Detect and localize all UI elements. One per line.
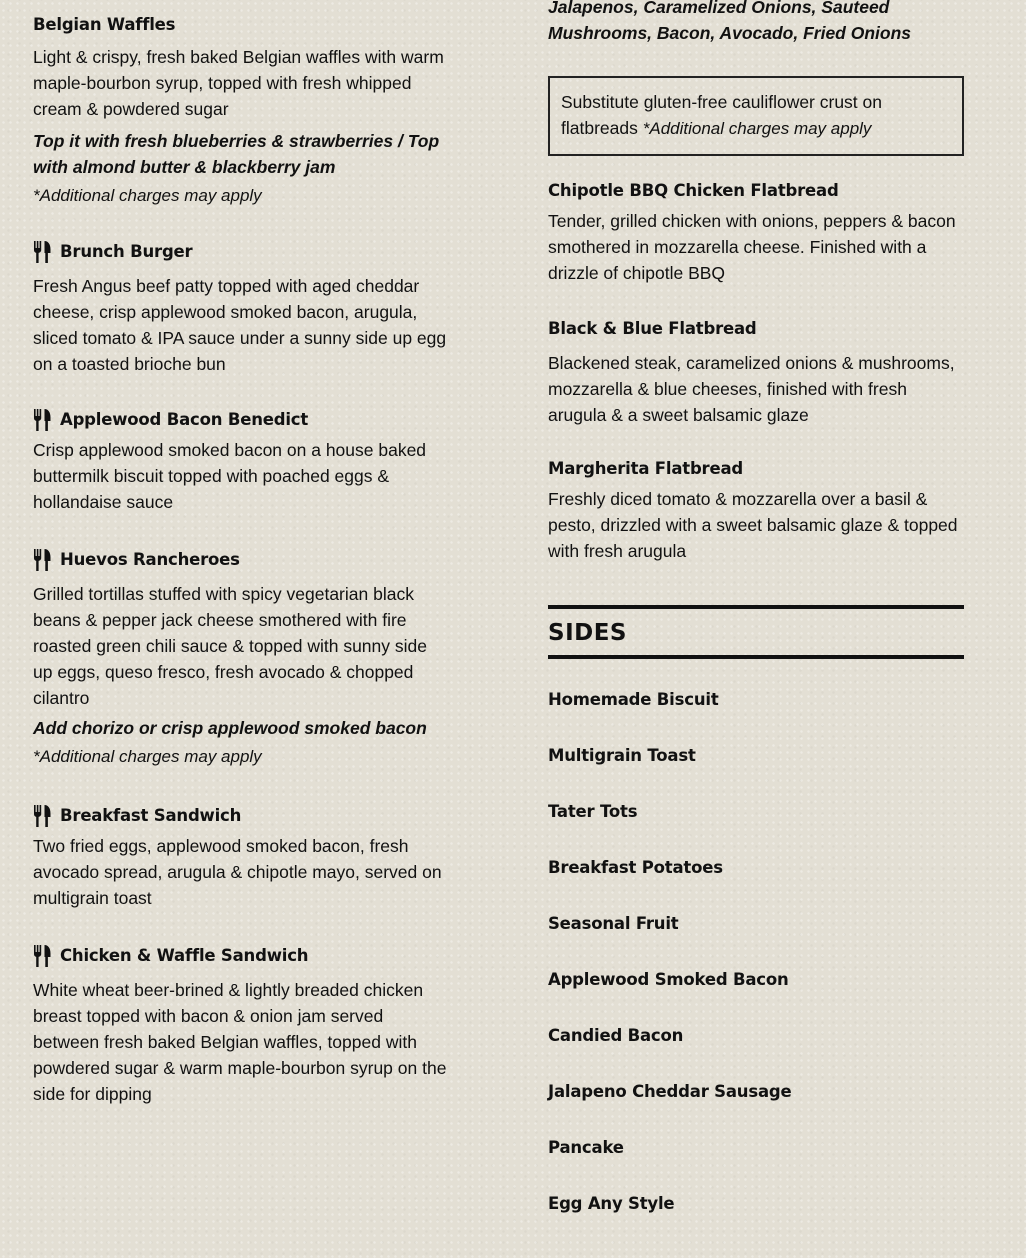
item-title: Margherita Flatbread: [548, 459, 744, 478]
menu-item-breakfast-sandwich: [33, 805, 448, 911]
section-title-sides: SIDES: [548, 620, 627, 646]
fork-knife-icon: [33, 945, 52, 967]
menu-item-chicken-waffle-sandwich: [33, 945, 448, 1107]
item-addon: Top it with fresh blueberries & strawberries / Top with almond butter & blackberry jam: [33, 131, 440, 177]
flatbread-toppings: Jalapenos, Caramelized Onions, Sauteed Mushrooms, Bacon, Avocado, Fried Onions: [548, 0, 912, 43]
fork-knife-icon: [33, 805, 52, 827]
item-description: Freshly diced tomato & mozzarella over a basil & pesto, drizzled with a sweet balsamic glaze & topped with fresh arugula: [548, 489, 958, 561]
item-description: Fresh Angus beef patty topped with aged cheddar cheese, crisp applewood smoked bacon, arugula, sliced tomato & IPA sauce under a sunny side up egg on a toasted brioche bun: [33, 276, 447, 374]
notice-note: *Additional charges may apply: [642, 119, 872, 138]
fork-knife-icon: [33, 241, 52, 263]
side-item: Breakfast Potatoes: [548, 858, 723, 877]
side-item: Tater Tots: [548, 802, 638, 821]
item-title: Huevos Rancheroes: [60, 550, 240, 569]
item-title: Applewood Bacon Benedict: [60, 410, 309, 429]
side-item: Candied Bacon: [548, 1026, 684, 1045]
item-addon: Add chorizo or crisp applewood smoked bacon: [33, 718, 427, 738]
item-description: Two fried eggs, applewood smoked bacon, fresh avocado spread, arugula & chipotle mayo, served on multigrain toast: [33, 836, 442, 908]
side-item: Multigrain Toast: [548, 746, 696, 765]
item-title: Brunch Burger: [60, 242, 193, 261]
side-item: Egg Any Style: [548, 1194, 675, 1213]
item-title: Chipotle BBQ Chicken Flatbread: [548, 181, 839, 200]
fork-knife-icon: [33, 409, 52, 431]
menu-item-margherita-flatbread: [548, 458, 964, 564]
item-description: Tender, grilled chicken with onions, peppers & bacon smothered in mozzarella cheese. Finished with a drizzle of chipotle BBQ: [548, 211, 956, 283]
item-description: Grilled tortillas stuffed with spicy vegetarian black beans & pepper jack cheese smothered with fire roasted green chili sauce & topped with sunny side up eggs, queso fresco, fresh avocado & chopped cilantro: [33, 584, 427, 708]
menu-item-chipotle-bbq-flatbread: [548, 180, 964, 286]
item-title: Belgian Waffles: [33, 15, 176, 34]
gluten-free-notice: [548, 76, 964, 156]
item-title: Chicken & Waffle Sandwich: [60, 946, 309, 965]
notice-text: Substitute gluten-free cauliflower crust on flatbreads: [561, 92, 882, 138]
side-item: Seasonal Fruit: [548, 914, 679, 933]
section-rule-top: [548, 605, 964, 609]
side-item: Applewood Smoked Bacon: [548, 970, 789, 989]
side-item: Jalapeno Cheddar Sausage: [548, 1082, 792, 1101]
menu-item-huevos-rancheroes: [33, 549, 448, 769]
menu-item-brunch-burger: [33, 241, 448, 377]
item-description: Crisp applewood smoked bacon on a house baked buttermilk biscuit topped with poached eggs & hollandaise sauce: [33, 440, 427, 512]
menu-item-belgian-waffles: [33, 14, 448, 208]
side-item: Pancake: [548, 1138, 624, 1157]
item-note: *Additional charges may apply: [33, 747, 262, 766]
menu-item-black-blue-flatbread: [548, 318, 964, 428]
item-description: White wheat beer-brined & lightly breaded chicken breast topped with bacon & onion jam served between fresh baked Belgian waffles, topped with powdered sugar & warm maple-bourbon syrup on the side for dipping: [33, 980, 447, 1104]
side-item: Homemade Biscuit: [548, 690, 719, 709]
item-description: Blackened steak, caramelized onions & mushrooms, mozzarella & blue cheeses, finished with fresh arugula & a sweet balsamic glaze: [548, 353, 955, 425]
item-title: Breakfast Sandwich: [60, 806, 242, 825]
item-title: Black & Blue Flatbread: [548, 319, 757, 338]
item-note: *Additional charges may apply: [33, 186, 262, 205]
item-description: Light & crispy, fresh baked Belgian waffles with warm maple-bourbon syrup, topped with fresh whipped cream & powdered sugar: [33, 47, 444, 119]
section-rule-bottom: [548, 655, 964, 659]
menu-item-applewood-bacon-benedict: [33, 409, 448, 515]
fork-knife-icon: [33, 549, 52, 571]
